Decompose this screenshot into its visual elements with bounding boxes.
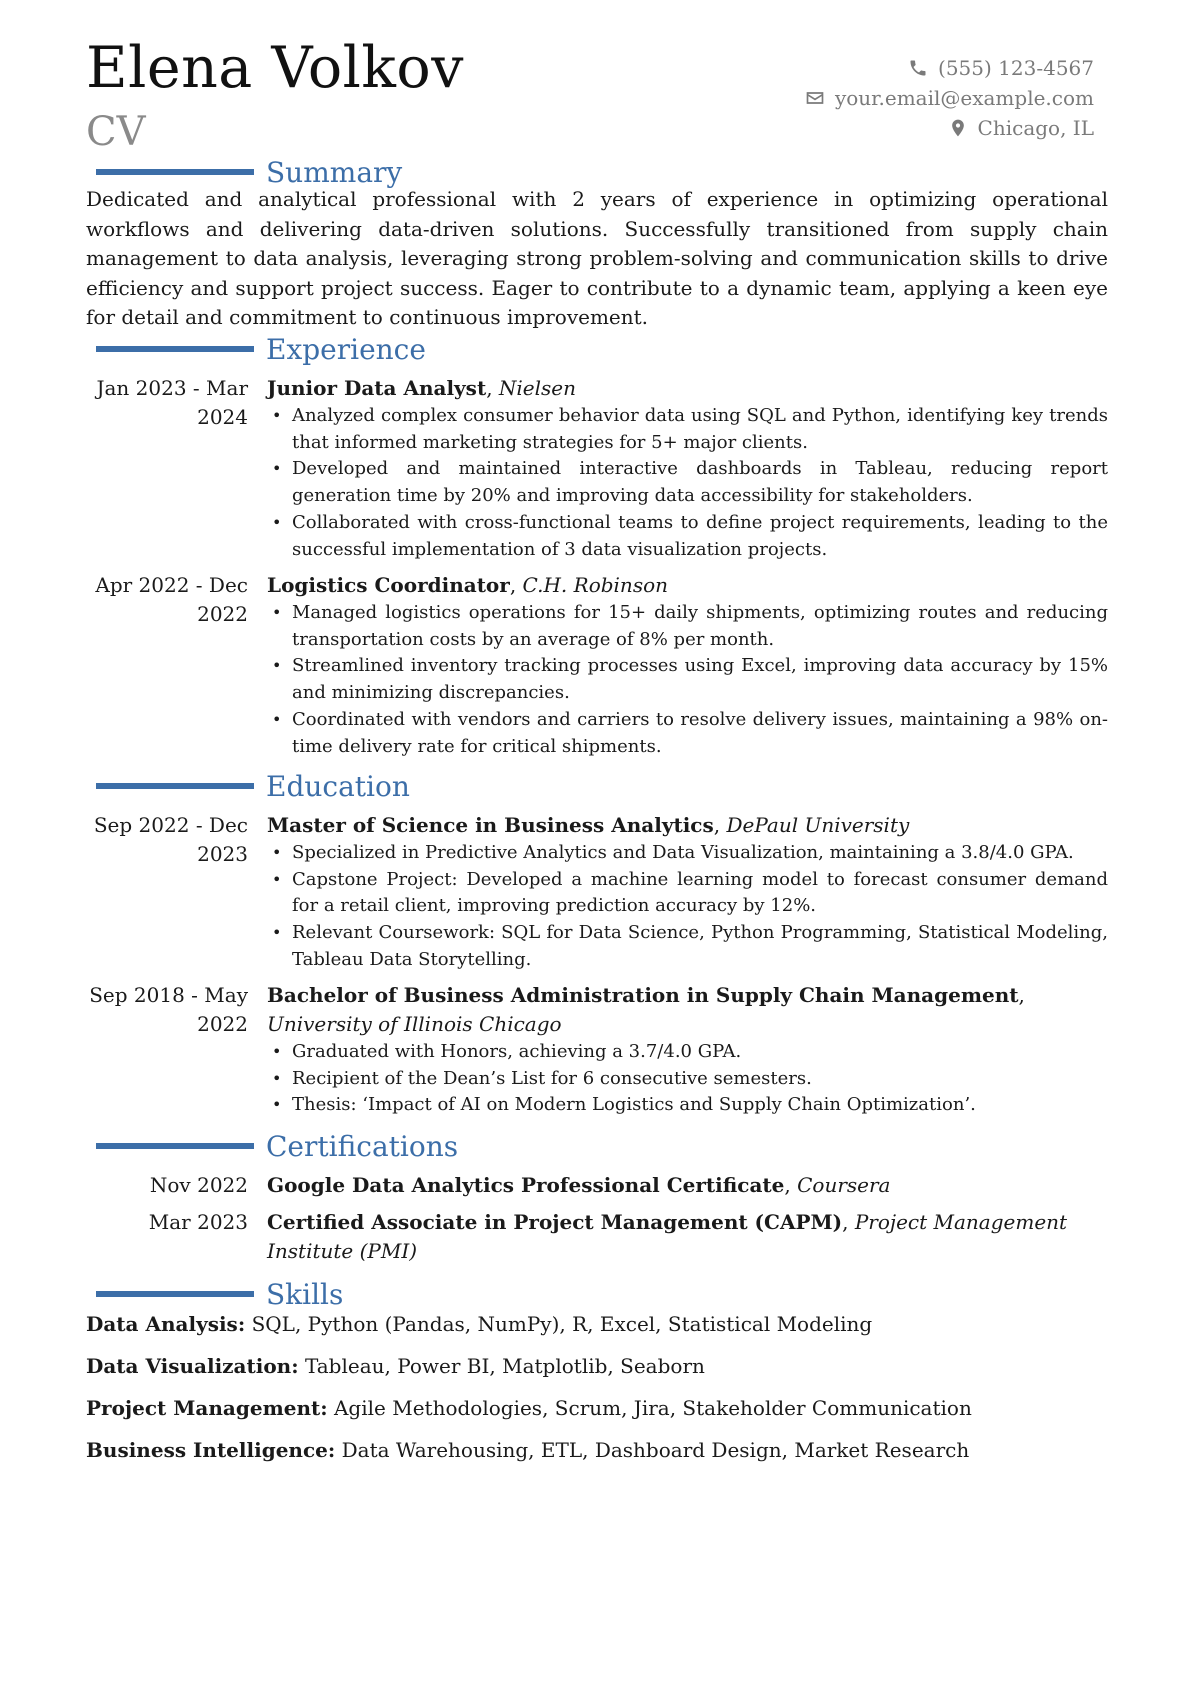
entry-heading: Google Data Analytics Professional Certificate, Coursera: [267, 1173, 891, 1197]
date-line: Sep 2018 - May: [89, 983, 248, 1007]
section-title: Summary: [266, 156, 403, 189]
phone-icon: [908, 58, 928, 78]
skill-value: SQL, Python (Pandas, NumPy), R, Excel, Statistical Modeling: [251, 1312, 873, 1336]
section-title: Certifications: [266, 1130, 459, 1163]
contact-location: [674, 113, 1094, 143]
entry-body: [267, 1171, 1108, 1200]
entry-bullets: [267, 600, 1108, 760]
skill-row: [86, 1387, 1108, 1429]
section-title: Education: [266, 770, 410, 803]
contact-phone[interactable]: [674, 53, 1094, 83]
date-line: 2023: [197, 842, 248, 866]
entry-heading: Certified Associate in Project Management (CAPM), Project Management Institute (PMI): [267, 1210, 1068, 1263]
date-line: Sep 2022 - Dec: [93, 813, 248, 837]
skill-label: Business Intelligence:: [86, 1438, 336, 1462]
entry-heading: Logistics Coordinator, C.H. Robinson: [267, 573, 668, 597]
entry-date: Mar 2023: [148, 1210, 248, 1234]
date-line: 2022: [197, 602, 248, 626]
entry-org: Project Management Institute (PMI): [267, 1210, 1068, 1263]
list-item: • Thesis: ‘Impact of AI on Modern Logistics and Supply Chain Optimization’.: [267, 1092, 1108, 1119]
entry-date: [86, 374, 248, 432]
list-item: • Coordinated with vendors and carriers to resolve delivery issues, maintaining a 98% on-time delivery rate for critical shipments.: [267, 707, 1108, 760]
entry-title: Logistics Coordinator: [267, 573, 510, 597]
entry-title: Master of Science in Business Analytics: [267, 813, 714, 837]
section-education-heading: [96, 767, 1096, 807]
entry-org: University of Illinois Chicago: [267, 1012, 562, 1036]
envelope-icon: [805, 88, 825, 108]
entry-title: Google Data Analytics Professional Certificate: [267, 1173, 785, 1197]
list-item: • Managed logistics operations for 15+ daily shipments, optimizing routes and reducing transportation costs by an average of 8% per month.: [267, 600, 1108, 653]
section-accent-bar: [96, 169, 254, 175]
entry-date: [86, 811, 248, 869]
contact-email[interactable]: [674, 83, 1094, 113]
list-item: • Relevant Coursework: SQL for Data Science, Python Programming, Statistical Modeling, Tableau Data Storytelling.: [267, 920, 1108, 973]
entry-title: Certified Associate in Project Management (CAPM): [267, 1210, 843, 1234]
skill-value: Data Warehousing, ETL, Dashboard Design, Market Research: [341, 1438, 970, 1462]
entry-bullets: [267, 1039, 1108, 1119]
section-accent-bar: [96, 1143, 254, 1149]
section-experience-heading: [96, 330, 1096, 370]
email-address: your.email@example.com: [834, 86, 1094, 110]
skill-row: [86, 1429, 1108, 1471]
entry-date: Nov 2022: [149, 1173, 248, 1197]
entry-org: C.H. Robinson: [522, 573, 668, 597]
entry-org: DePaul University: [726, 813, 910, 837]
section-accent-bar: [96, 346, 254, 352]
date-line: 2022: [197, 1012, 248, 1036]
skill-label: Data Visualization:: [86, 1354, 299, 1378]
list-item: • Analyzed complex consumer behavior data using SQL and Python, identifying key trends that informed marketing strategies for 5+ major clients.: [267, 403, 1108, 456]
list-item: • Specialized in Predictive Analytics and Data Visualization, maintaining a 3.8/4.0 GPA.: [267, 840, 1108, 867]
entry-heading: Master of Science in Business Analytics, DePaul University: [267, 813, 910, 837]
entry-body: [267, 811, 1108, 974]
entry-org: Nielsen: [498, 376, 577, 400]
list-item: • Recipient of the Dean’s List for 6 consecutive semesters.: [267, 1066, 1108, 1093]
entry-body: [267, 571, 1108, 760]
entry-date: [86, 571, 248, 629]
skills-list: [86, 1303, 1108, 1471]
entry-heading: Junior Data Analyst, Nielsen: [267, 376, 577, 400]
document-subtitle: CV: [86, 109, 146, 155]
map-marker-icon: [948, 118, 968, 138]
list-item: • Graduated with Honors, achieving a 3.7/4.0 GPA.: [267, 1039, 1108, 1066]
entry-title: Bachelor of Business Administration in Supply Chain Management: [267, 983, 1019, 1007]
entry-body: [267, 981, 1108, 1119]
summary-text: Dedicated and analytical professional with 2 years of experience in optimizing operational workflows and delivering data-driven solutions. Successfully transitioned from supply chain management to data analysis, leveraging strong problem-solving and communication skills to drive efficiency and support project success. Eager to contribute to a dynamic team, applying a keen eye for detail and commitment to continuous improvement.: [86, 187, 1108, 330]
skill-row: [86, 1303, 1108, 1345]
skill-label: Data Analysis:: [86, 1312, 246, 1336]
section-title: Experience: [266, 333, 426, 366]
entry-date: [86, 981, 248, 1039]
phone-number: (555) 123-4567: [938, 56, 1094, 80]
section-accent-bar: [96, 783, 254, 789]
list-item: • Collaborated with cross-functional teams to define project requirements, leading to the successful implementation of 3 data visualization projects.: [267, 510, 1108, 563]
date-line: Jan 2023 - Mar: [96, 376, 248, 400]
skill-row: [86, 1345, 1108, 1387]
list-item: • Streamlined inventory tracking processes using Excel, improving data accuracy by 15% and minimizing discrepancies.: [267, 653, 1108, 706]
section-accent-bar: [96, 1291, 254, 1297]
entry-body: [267, 374, 1108, 563]
date-line: Apr 2022 - Dec: [95, 573, 248, 597]
entry-bullets: [267, 840, 1108, 974]
entry-body: [267, 1208, 1108, 1266]
skill-value: Tableau, Power BI, Matplotlib, Seaborn: [304, 1354, 705, 1378]
section-title: Skills: [266, 1278, 344, 1311]
list-item: • Developed and maintained interactive dashboards in Tableau, reducing report generation time by 20% and improving data accessibility for stakeholders.: [267, 456, 1108, 509]
entry-heading: Bachelor of Business Administration in Supply Chain Management, University of Illinois Chicago: [267, 983, 1025, 1036]
entry-org: Coursera: [797, 1173, 891, 1197]
contact-block: [674, 53, 1094, 143]
list-item: • Capstone Project: Developed a machine learning model to forecast consumer demand for a retail client, improving prediction accuracy by 12%.: [267, 867, 1108, 920]
section-certifications-heading: [96, 1127, 1096, 1167]
skill-value: Agile Methodologies, Scrum, Jira, Stakeholder Communication: [333, 1396, 972, 1420]
candidate-name: Elena Volkov: [86, 35, 464, 101]
skill-label: Project Management:: [86, 1396, 328, 1420]
entry-bullets: [267, 403, 1108, 563]
date-line: 2024: [197, 405, 248, 429]
entry-title: Junior Data Analyst: [267, 376, 487, 400]
location-text: Chicago, IL: [977, 116, 1094, 140]
